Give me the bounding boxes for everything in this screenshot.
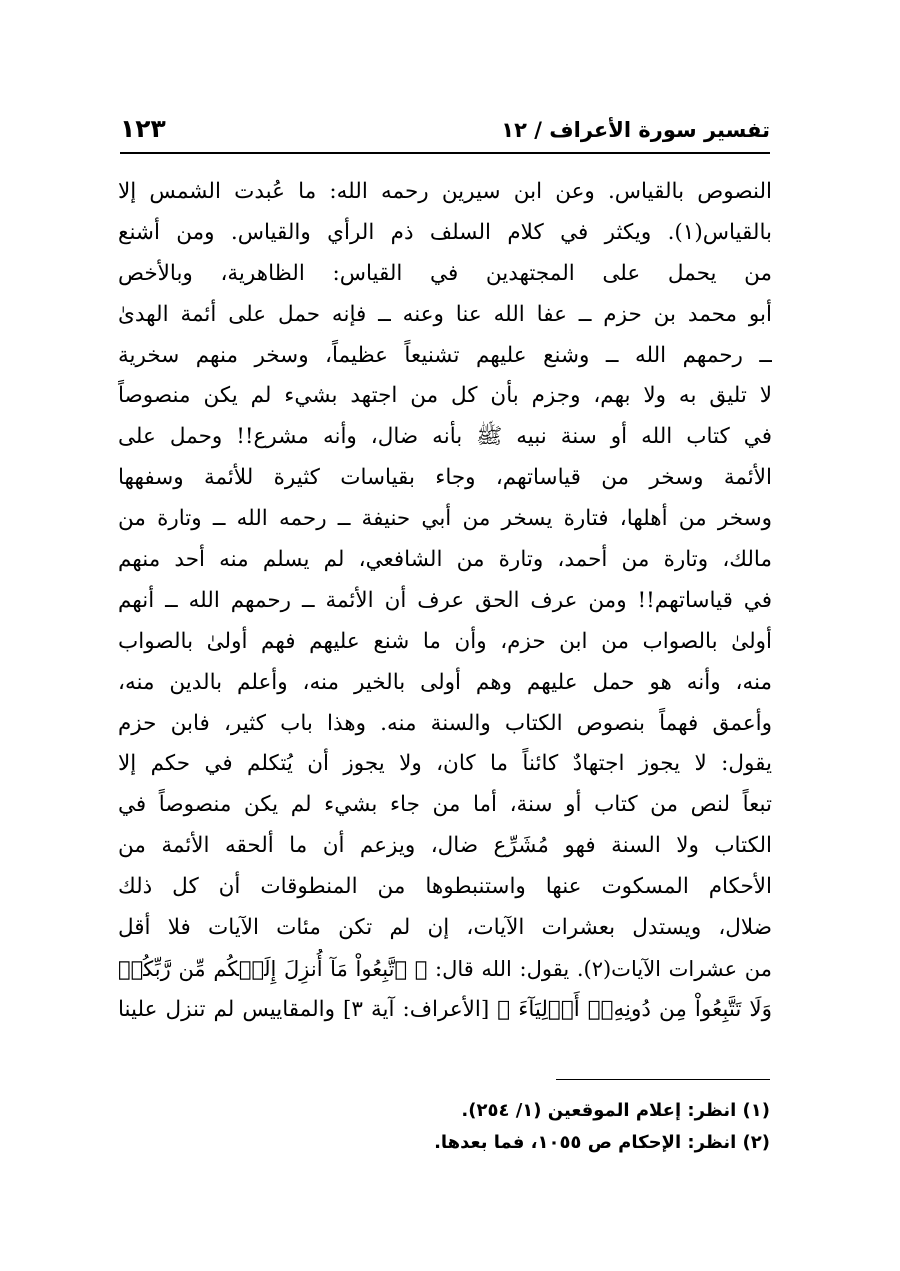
text-line: بالقياس(١). ويكثر في كلام السلف ذم الرأي والقياس. ومن أشنع bbox=[118, 219, 772, 245]
text-line: أبو محمد بن حزم ــ عفا الله عنا وعنه ــ فإنه حمل على أئمة الهدىٰ bbox=[118, 301, 772, 327]
text-line: من عشرات الآيات(٢). يقول: الله قال: ﴿ ٱتَّبِعُواْ مَآ أُنزِلَ إِلَيۡكُم مِّن رَّبِّكُمۡ bbox=[118, 956, 772, 981]
text-line: الكتاب ولا السنة فهو مُشَرِّع ضال، ويزعم أن ما ألحقه الأئمة من bbox=[118, 833, 772, 859]
text-line: وسخر من أهلها، فتارة يسخر من أبي حنيفة ــ رحمه الله ــ وتارة من bbox=[118, 506, 772, 532]
text-line: الأحكام المسكوت عنها واستنبطوها من المنطوقات أن كل ذلك bbox=[118, 874, 772, 900]
footnote-separator bbox=[556, 1079, 770, 1080]
text-line: ــ رحمهم الله ــ وشنع عليهم تشنيعاً عظيماً، وسخر منهم سخرية bbox=[118, 342, 772, 368]
footnote: (١) انظر: إعلام الموقعين (١/ ٢٥٤). bbox=[461, 1100, 770, 1121]
text-line: أولىٰ بالصواب من ابن حزم، وأن ما شنع عليهم فهم أولىٰ بالصواب bbox=[118, 628, 772, 654]
text-line: في قياساتهم!! ومن عرف الحق عرف أن الأئمة ــ رحمهم الله ــ أنهم bbox=[118, 587, 772, 613]
page-number: ١٢٣ bbox=[120, 114, 166, 143]
page-header bbox=[120, 112, 770, 152]
text-line: مالك، وتارة من أحمد، وتارة من الشافعي، لم يسلم منه أحد منهم bbox=[118, 547, 772, 573]
text-line: الأئمة وسخر من قياساتهم، وجاء بقياسات كثيرة للأئمة وسفهها bbox=[118, 465, 772, 491]
text-line: من يحمل على المجتهدين في القياس: الظاهرية، وبالأخص bbox=[118, 260, 772, 286]
body-text bbox=[118, 172, 772, 1031]
footnote: (٢) انظر: الإحكام ص ١٠٥٥، فما بعدها. bbox=[434, 1132, 770, 1153]
running-title: تفسير سورة الأعراف / ١٢ bbox=[501, 118, 770, 142]
text-line: ضلال، ويستدل بعشرات الآيات، إن لم تكن مئات الآيات فلا أقل bbox=[118, 915, 772, 941]
text-line: منه، وأنه هو حمل عليهم وهم أولى بالخير منه، وأعلم بالدين منه، bbox=[118, 669, 772, 695]
text-line: تبعاً لنص من كتاب أو سنة، أما من جاء بشيء لم يكن منصوصاً في bbox=[118, 792, 772, 818]
text-line: لا تليق به ولا بهم، وجزم بأن كل من اجتهد بشيء لم يكن منصوصاً bbox=[118, 383, 772, 409]
text-line: النصوص بالقياس. وعن ابن سيرين رحمه الله: ما عُبدت الشمس إلا bbox=[118, 179, 772, 204]
text-line: وأعمق فهماً بنصوص الكتاب والسنة منه. وهذا باب كثير، فابن حزم bbox=[118, 710, 772, 736]
footnotes bbox=[118, 1095, 770, 1159]
header-rule bbox=[120, 152, 770, 154]
text-line: في كتاب الله أو سنة نبيه ﷺ بأنه ضال، وأنه مشرع!! وحمل على bbox=[118, 424, 772, 450]
text-line: يقول: لا يجوز اجتهادٌ كائناً ما كان، ولا يجوز أن يُتكلم في حكم إلا bbox=[118, 751, 772, 777]
text-line: وَلَا تَتَّبِعُواْ مِن دُونِهِۦٓ أَوۡلِيَآءَ ﴾ [الأعراف: آية ٣] والمقاييس لم تنزل علينا bbox=[118, 996, 772, 1022]
